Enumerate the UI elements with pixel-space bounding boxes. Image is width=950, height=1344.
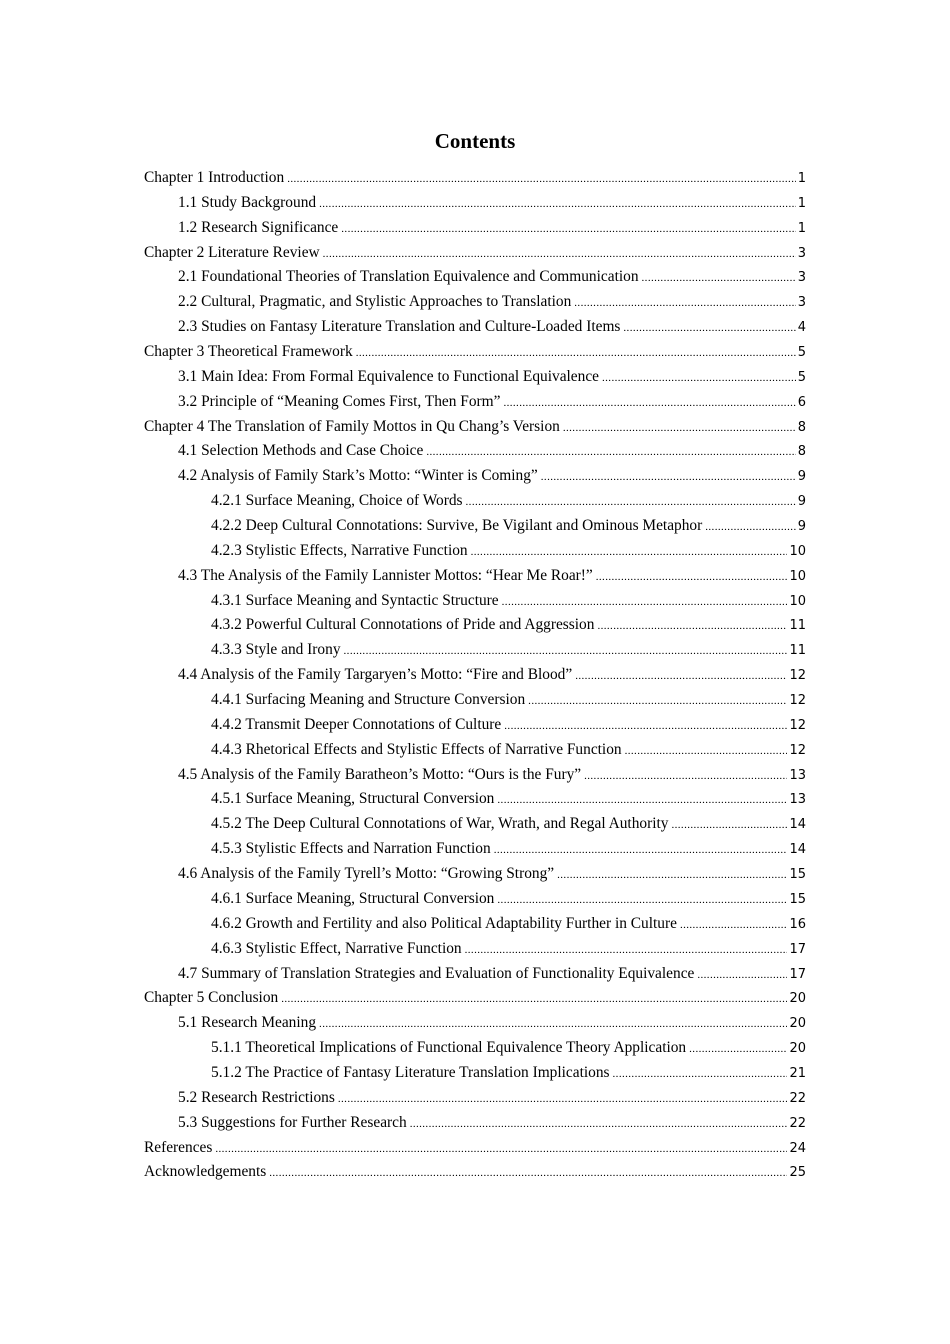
toc-entry[interactable]: [144, 1160, 806, 1185]
toc-entry-label: References: [144, 1138, 213, 1156]
toc-entry-page-number: 10: [789, 568, 806, 584]
toc-entry[interactable]: [144, 962, 806, 987]
toc-entry-label: 5.2 Research Restrictions: [178, 1088, 335, 1106]
dot-leader: [597, 614, 787, 639]
toc-entry-label: 4.4 Analysis of the Family Targaryen’s Motto: “Fire and Blood”: [178, 666, 573, 684]
dot-leader: [215, 1137, 787, 1162]
toc-entry[interactable]: [144, 265, 806, 290]
toc-entry-label: Acknowledgements: [144, 1163, 267, 1181]
dot-leader: [697, 963, 787, 988]
dot-leader: [341, 217, 795, 242]
toc-entry[interactable]: [144, 216, 806, 241]
toc-entry[interactable]: [144, 415, 806, 440]
dot-leader: [356, 341, 796, 366]
toc-entry-page-number: 14: [789, 817, 806, 833]
toc-entry[interactable]: [144, 514, 806, 539]
toc-entry[interactable]: [144, 1086, 806, 1111]
toc-entry[interactable]: [144, 241, 806, 266]
toc-entry-label: 4.5 Analysis of the Family Baratheon’s Motto: “Ours is the Fury”: [178, 765, 582, 783]
dot-leader: [557, 863, 787, 888]
toc-entry-label: Chapter 3 Theoretical Framework: [144, 343, 353, 361]
toc-entry-page-number: 22: [789, 1115, 806, 1131]
dot-leader: [323, 242, 796, 267]
toc-entry[interactable]: [144, 912, 806, 937]
toc-entry-label: Chapter 2 Literature Review: [144, 243, 320, 261]
toc-entry-page-number: 15: [789, 867, 806, 883]
dot-leader: [623, 316, 795, 341]
toc-entry-label: Chapter 1 Introduction: [144, 169, 285, 186]
toc-entry-label: Chapter 5 Conclusion: [144, 989, 279, 1007]
toc-entry-label: 1.1 Study Background: [178, 193, 317, 211]
toc-entry[interactable]: [144, 1036, 806, 1061]
dot-leader: [504, 714, 787, 739]
dot-leader: [287, 167, 796, 192]
toc-entry-page-number: 17: [789, 941, 806, 957]
toc-entry-page-number: 12: [789, 693, 806, 709]
toc-entry[interactable]: [144, 986, 806, 1011]
toc-entry-label: 4.6 Analysis of the Family Tyrell’s Motto: “Growing Strong”: [178, 865, 555, 883]
dot-leader: [613, 1062, 788, 1087]
toc-entry[interactable]: [144, 439, 806, 464]
toc-entry-label: 4.3.3 Style and Irony: [211, 641, 341, 659]
toc-entry-page-number: 6: [797, 394, 806, 410]
toc-entry-label: 5.1.1 Theoretical Implications of Functional Equivalence Theory Application: [211, 1039, 687, 1057]
toc-entry-label: 4.2.3 Stylistic Effects, Narrative Function: [211, 541, 468, 559]
toc-entry[interactable]: [144, 1011, 806, 1036]
dot-leader: [497, 888, 787, 913]
toc-entry-page-number: 9: [797, 519, 806, 535]
dot-leader: [584, 764, 787, 789]
toc-entry-page-number: 8: [797, 444, 806, 460]
dot-leader: [575, 664, 787, 689]
toc-entry-page-number: 20: [789, 1016, 806, 1032]
toc-entry-label: 4.3.2 Powerful Cultural Connotations of Pride and Aggression: [211, 616, 595, 634]
toc-entry-label: 5.3 Suggestions for Further Research: [178, 1113, 407, 1131]
toc-entry-label: 4.7 Summary of Translation Strategies and Evaluation of Functionality Equivalence: [178, 964, 695, 982]
toc-entry-page-number: 12: [789, 742, 806, 758]
dot-leader: [680, 913, 788, 938]
dot-leader: [528, 689, 787, 714]
toc-entry-page-number: 25: [789, 1165, 806, 1181]
dot-leader: [319, 1012, 787, 1037]
toc-entry-label: 4.6.1 Surface Meaning, Structural Conversion: [211, 889, 495, 907]
toc-entry[interactable]: [144, 812, 806, 837]
toc-entry-label: 1.2 Research Significance: [178, 218, 339, 236]
toc-entry-label: 4.4.2 Transmit Deeper Connotations of Culture: [211, 715, 502, 733]
toc-entry-page-number: 9: [797, 469, 806, 485]
toc-entry-label: 4.4.3 Rhetorical Effects and Stylistic Effects of Narrative Function: [211, 740, 622, 758]
toc-entry-page-number: 14: [789, 842, 806, 858]
toc-entry-page-number: 13: [789, 767, 806, 783]
dot-leader: [625, 739, 788, 764]
toc-entry[interactable]: [144, 887, 806, 912]
toc-entry-page-number: 5: [797, 369, 806, 385]
toc-entry[interactable]: [144, 340, 806, 365]
toc-entry-page-number: 1: [797, 220, 806, 236]
toc-entry[interactable]: [144, 638, 806, 663]
toc-entry[interactable]: [144, 738, 806, 763]
toc-entry-page-number: 16: [789, 916, 806, 932]
dot-leader: [541, 465, 796, 490]
toc-entry-page-number: 21: [789, 1065, 806, 1081]
toc-entry-page-number: 12: [789, 668, 806, 684]
toc-entry[interactable]: [144, 290, 806, 315]
toc-entry-label: 4.1 Selection Methods and Case Choice: [178, 442, 424, 460]
toc-entry-label: 4.3 The Analysis of the Family Lannister Mottos: “Hear Me Roar!”: [178, 566, 593, 584]
toc-entry-label: 4.5.1 Surface Meaning, Structural Conversion: [211, 790, 495, 808]
toc-entry[interactable]: [144, 489, 806, 514]
toc-entry-page-number: 1: [797, 171, 806, 186]
dot-leader: [596, 565, 788, 590]
dot-leader: [705, 515, 795, 540]
dot-leader: [494, 838, 788, 863]
toc-entry[interactable]: [144, 564, 806, 589]
toc-entry-page-number: 11: [789, 618, 806, 634]
dot-leader: [642, 266, 796, 291]
toc-entry-page-number: 11: [789, 643, 806, 659]
toc-entry[interactable]: [144, 862, 806, 887]
table-of-contents: [144, 166, 806, 1185]
toc-entry-label: 2.2 Cultural, Pragmatic, and Stylistic Approaches to Translation: [178, 293, 572, 311]
toc-entry[interactable]: [144, 365, 806, 390]
toc-entry[interactable]: [144, 613, 806, 638]
dot-leader: [574, 291, 795, 316]
toc-entry-page-number: 10: [789, 543, 806, 559]
dot-leader: [563, 416, 796, 441]
dot-leader: [689, 1037, 787, 1062]
toc-entry-label: 4.4.1 Surfacing Meaning and Structure Conversion: [211, 691, 526, 709]
toc-entry[interactable]: [144, 713, 806, 738]
toc-entry-page-number: 3: [797, 270, 806, 286]
toc-entry-page-number: 9: [797, 494, 806, 510]
toc-entry-page-number: 3: [797, 295, 806, 311]
toc-entry-label: 2.1 Foundational Theories of Translation Equivalence and Communication: [178, 268, 639, 286]
toc-entry-label: 4.6.2 Growth and Fertility and also Political Adaptability Further in Culture: [211, 914, 677, 932]
toc-entry[interactable]: [144, 315, 806, 340]
toc-entry-page-number: 17: [789, 966, 806, 982]
toc-entry-page-number: 13: [789, 792, 806, 808]
dot-leader: [319, 192, 796, 217]
toc-entry-page-number: 22: [789, 1090, 806, 1106]
toc-entry-label: 2.3 Studies on Fantasy Literature Translation and Culture-Loaded Items: [178, 318, 621, 336]
toc-entry-label: 4.2.2 Deep Cultural Connotations: Survive, Be Vigilant and Ominous Metaphor: [211, 517, 703, 535]
toc-entry[interactable]: [144, 589, 806, 614]
toc-entry[interactable]: [144, 837, 806, 862]
toc-entry-page-number: 8: [797, 419, 806, 435]
toc-entry-page-number: 20: [789, 991, 806, 1007]
page-title: Contents: [434, 129, 516, 153]
dot-leader: [281, 987, 787, 1012]
dot-leader: [426, 440, 795, 465]
dot-leader: [471, 540, 788, 565]
dot-leader: [503, 391, 795, 416]
toc-entry-page-number: 3: [797, 245, 806, 261]
dot-leader: [497, 788, 787, 813]
dot-leader: [671, 813, 787, 838]
dot-leader: [410, 1112, 788, 1137]
toc-entry-page-number: 12: [789, 717, 806, 733]
toc-entry-label: 5.1.2 The Practice of Fantasy Literature Translation Implications: [211, 1063, 610, 1081]
dot-leader: [502, 590, 788, 615]
toc-entry-label: 4.5.3 Stylistic Effects and Narration Function: [211, 840, 491, 858]
toc-entry-page-number: 15: [789, 891, 806, 907]
toc-entry-label: 4.2 Analysis of Family Stark’s Motto: “Winter is Coming”: [178, 467, 538, 485]
dot-leader: [465, 938, 788, 963]
toc-entry-label: 5.1 Research Meaning: [178, 1014, 317, 1032]
dot-leader: [466, 490, 796, 515]
toc-entry[interactable]: [144, 390, 806, 415]
toc-entry[interactable]: [144, 787, 806, 812]
dot-leader: [602, 366, 796, 391]
toc-entry[interactable]: [144, 688, 806, 713]
dot-leader: [344, 639, 788, 664]
dot-leader: [338, 1087, 788, 1112]
toc-entry-page-number: 24: [789, 1140, 806, 1156]
toc-entry-page-number: 10: [789, 593, 806, 609]
toc-entry[interactable]: [144, 663, 806, 688]
dot-leader: [269, 1161, 787, 1186]
toc-entry[interactable]: [144, 1136, 806, 1161]
toc-entry-page-number: 20: [789, 1041, 806, 1057]
toc-entry[interactable]: [144, 763, 806, 788]
toc-entry-page-number: 4: [797, 320, 806, 336]
toc-entry[interactable]: [144, 539, 806, 564]
toc-entry[interactable]: [144, 937, 806, 962]
toc-entry-page-number: 5: [797, 345, 806, 361]
toc-entry-label: 3.2 Principle of “Meaning Comes First, Then Form”: [178, 392, 501, 410]
toc-entry[interactable]: [144, 1111, 806, 1136]
toc-entry[interactable]: [144, 191, 806, 216]
toc-entry[interactable]: [144, 166, 806, 191]
toc-entry-label: 4.3.1 Surface Meaning and Syntactic Structure: [211, 591, 499, 609]
toc-entry-page-number: 1: [797, 195, 806, 211]
toc-entry-label: 3.1 Main Idea: From Formal Equivalence to Functional Equivalence: [178, 367, 599, 385]
toc-entry[interactable]: [144, 464, 806, 489]
toc-entry-label: Chapter 4 The Translation of Family Mottos in Qu Chang’s Version: [144, 417, 560, 435]
toc-entry-label: 4.6.3 Stylistic Effect, Narrative Function: [211, 939, 462, 957]
toc-entry-label: 4.2.1 Surface Meaning, Choice of Words: [211, 492, 463, 510]
toc-entry-label: 4.5.2 The Deep Cultural Connotations of War, Wrath, and Regal Authority: [211, 815, 669, 833]
toc-entry[interactable]: [144, 1061, 806, 1086]
